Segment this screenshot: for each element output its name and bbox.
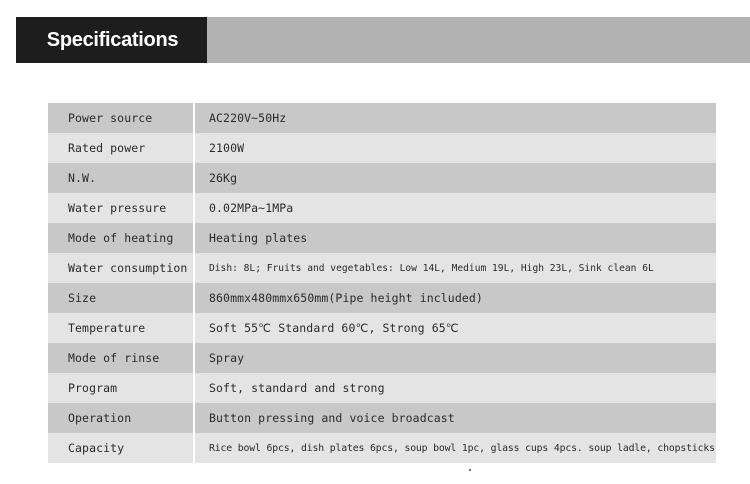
- spec-value: Heating plates: [195, 223, 716, 253]
- spec-row-rated-power: [48, 133, 716, 163]
- spec-row-temperature: [48, 313, 716, 343]
- spec-value: 860mmx480mmx650mm(Pipe height included): [195, 283, 716, 313]
- spec-label: Program: [48, 373, 195, 403]
- spec-value: Soft 55℃ Standard 60℃, Strong 65℃: [195, 313, 716, 343]
- spec-label: Capacity: [48, 433, 195, 463]
- specifications-table: [48, 103, 716, 463]
- spec-row-capacity: [48, 433, 716, 463]
- spec-row-water-pressure: [48, 193, 716, 223]
- spec-label: Rated power: [48, 133, 195, 163]
- spec-row-operation: [48, 403, 716, 433]
- spec-row-mode-of-rinse: [48, 343, 716, 373]
- spec-row-net-weight: [48, 163, 716, 193]
- spec-value: 0.02MPa~1MPa: [195, 193, 716, 223]
- spec-row-program: [48, 373, 716, 403]
- spec-label: Power source: [48, 103, 195, 133]
- spec-label: Mode of heating: [48, 223, 195, 253]
- spec-label: Temperature: [48, 313, 195, 343]
- spec-row-size: [48, 283, 716, 313]
- spec-label: Operation: [48, 403, 195, 433]
- spec-value: AC220V~50Hz: [195, 103, 716, 133]
- page-title: Specifications: [46, 28, 179, 51]
- spec-label: Size: [48, 283, 195, 313]
- spec-value: Dish: 8L; Fruits and vegetables: Low 14L, Medium 19L, High 23L, Sink clean 6L: [195, 253, 716, 283]
- spec-value: Soft, standard and strong: [195, 373, 716, 403]
- spec-label: Water pressure: [48, 193, 195, 223]
- spec-label: Water consumption: [48, 253, 195, 283]
- header-tab: [16, 17, 207, 63]
- spec-row-power-source: [48, 103, 716, 133]
- spec-value: Button pressing and voice broadcast: [195, 403, 716, 433]
- spec-value: Rice bowl 6pcs, dish plates 6pcs, soup bowl 1pc, glass cups 4pcs. soup ladle, chopsticks: [195, 433, 716, 463]
- stray-dot: [469, 469, 471, 471]
- spec-label: Mode of rinse: [48, 343, 195, 373]
- spec-value: 2100W: [195, 133, 716, 163]
- spec-row-water-consumption: [48, 253, 716, 283]
- spec-row-mode-of-heating: [48, 223, 716, 253]
- spec-value: Spray: [195, 343, 716, 373]
- spec-label: N.W.: [48, 163, 195, 193]
- spec-value: 26Kg: [195, 163, 716, 193]
